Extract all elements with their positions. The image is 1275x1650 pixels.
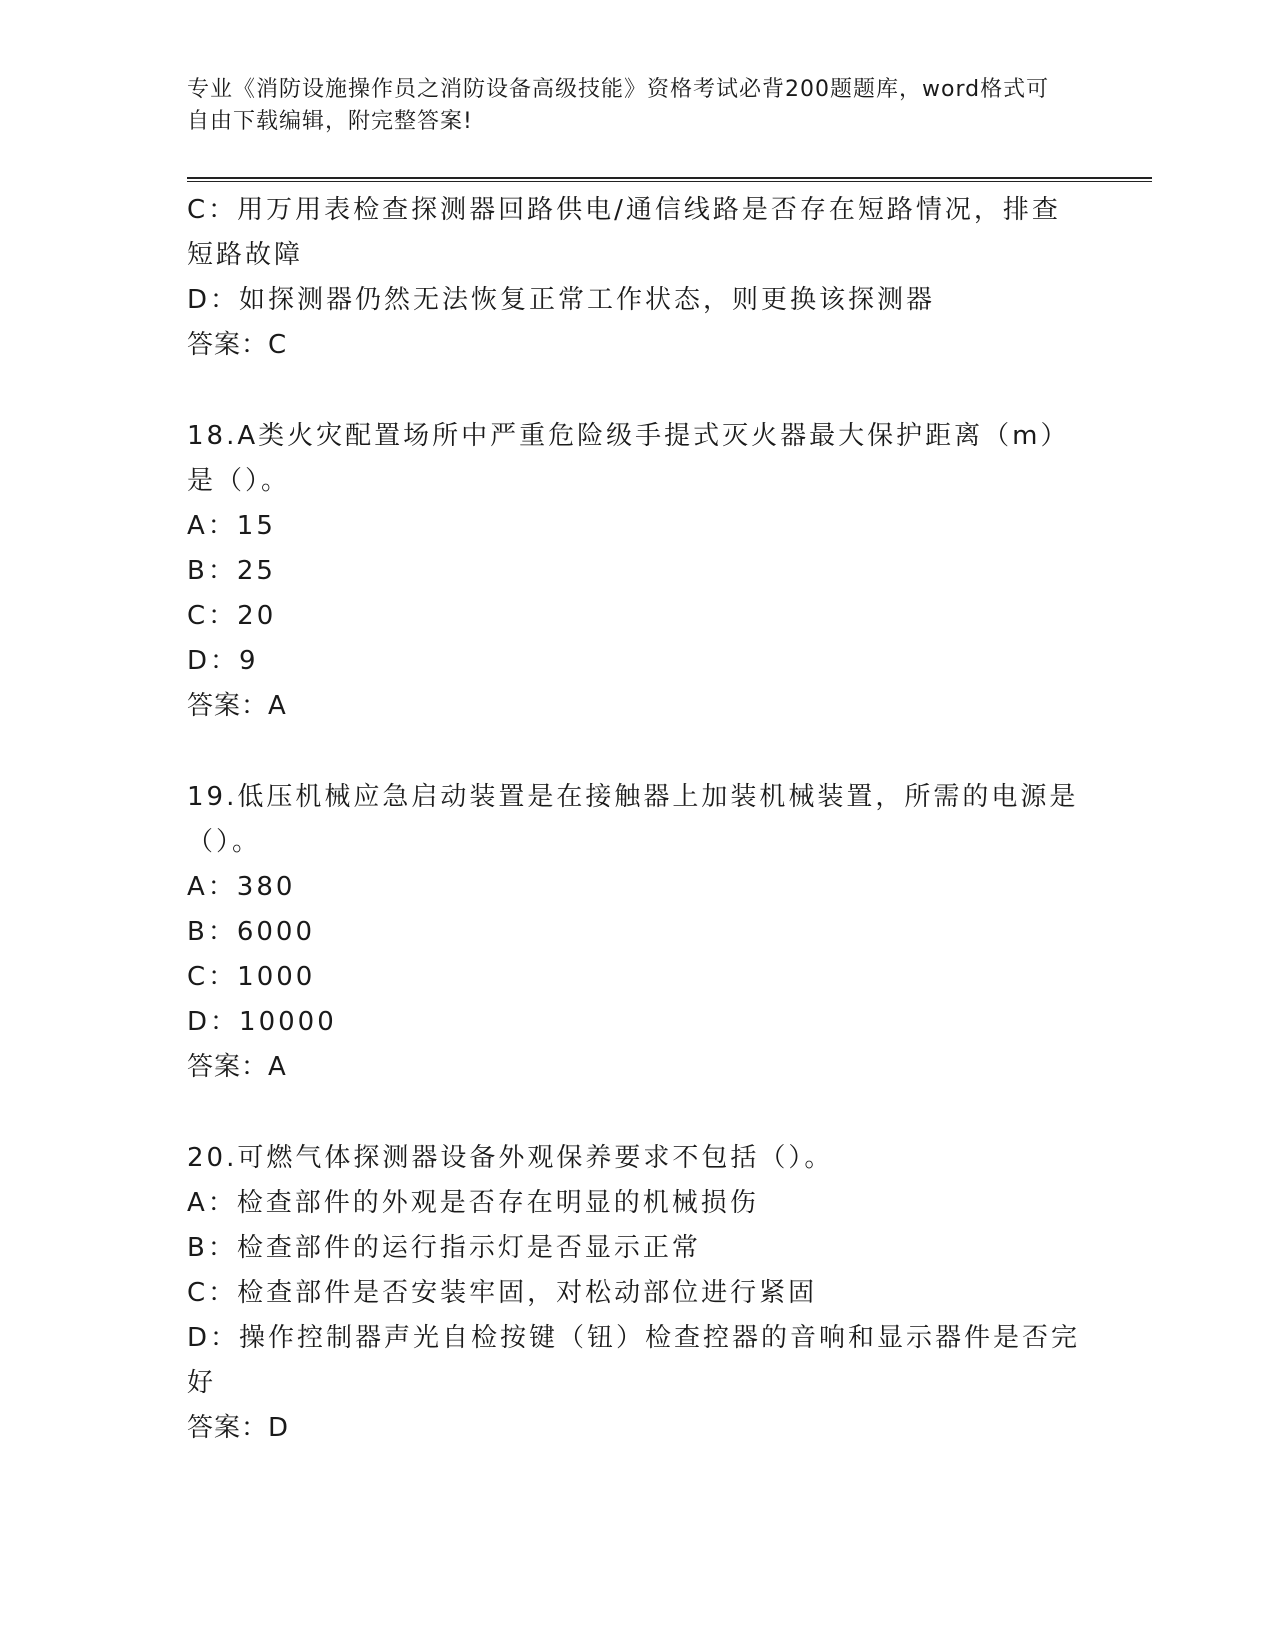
- question-title: 20.可燃气体探测器设备外观保养要求不包括（）。: [187, 1143, 834, 1173]
- header-text: 专业《消防设施操作员之消防设备高级技能》资格考试必背200题题库，word格式可自由下载编辑，附完整答案!: [187, 77, 1050, 134]
- option-c: C：1000: [187, 962, 316, 992]
- question-18: [187, 414, 1087, 729]
- answer-line: 答案：A: [187, 691, 287, 721]
- question-title: 19.低压机械应急启动装置是在接触器上加装机械装置，所需的电源是（）。: [187, 782, 1079, 857]
- header-divider: [187, 177, 1152, 182]
- option-c: C：用万用表检查探测器回路供电/通信线路是否存在短路情况，排查短路故障: [187, 195, 1061, 270]
- answer-line: 答案：D: [187, 1413, 290, 1443]
- option-a: A：380: [187, 872, 296, 902]
- option-c: C：检查部件是否安装牢固，对松动部位进行紧固: [187, 1278, 818, 1308]
- document-header: [187, 74, 1067, 138]
- answer-line: 答案：A: [187, 1052, 287, 1082]
- spacer: [187, 1090, 1087, 1136]
- option-d: D：10000: [187, 1007, 337, 1037]
- option-b: B：检查部件的运行指示灯是否显示正常: [187, 1233, 701, 1263]
- option-d: D：9: [187, 646, 259, 676]
- option-a: A：15: [187, 511, 276, 541]
- spacer: [187, 368, 1087, 414]
- option-b: B：25: [187, 556, 276, 586]
- option-a: A：检查部件的外观是否存在明显的机械损伤: [187, 1188, 759, 1218]
- option-d: D：如探测器仍然无法恢复正常工作状态，则更换该探测器: [187, 285, 936, 315]
- question-19: [187, 775, 1087, 1090]
- question-20: [187, 1136, 1087, 1451]
- spacer: [187, 729, 1087, 775]
- option-d: D：操作控制器声光自检按键（钮）检查控器的音响和显示器件是否完好: [187, 1323, 1081, 1398]
- option-b: B：6000: [187, 917, 316, 947]
- question-17-continued: [187, 188, 1087, 368]
- question-title: 18.A类火灾配置场所中严重危险级手提式灭火器最大保护距离（m）是（）。: [187, 421, 1070, 496]
- answer-line: 答案：C: [187, 330, 288, 360]
- document-body: [187, 188, 1087, 1451]
- option-c: C：20: [187, 601, 277, 631]
